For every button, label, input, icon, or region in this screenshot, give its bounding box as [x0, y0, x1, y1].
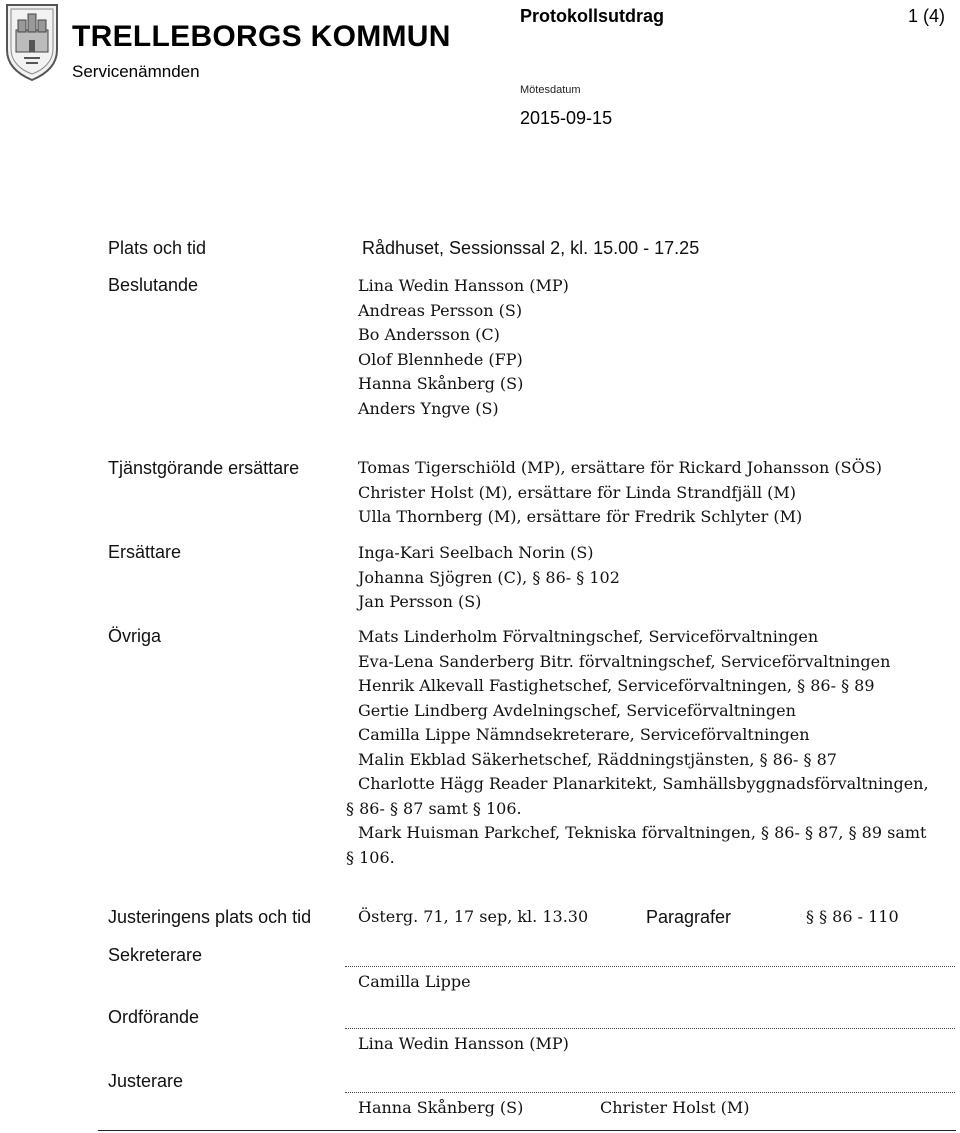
adjuster-2-name: Christer Holst (M) — [600, 1098, 750, 1117]
others-list — [346, 625, 929, 870]
list-item: Eva-Lena Sanderberg Bitr. förvaltningschef, Serviceförvaltningen — [358, 651, 891, 671]
adjustment-value: Österg. 71, 17 sep, kl. 13.30 — [358, 907, 589, 926]
list-item: Gertie Lindberg Avdelningschef, Serviceförvaltningen — [358, 700, 796, 720]
secretary-label: Sekreterare — [108, 945, 203, 965]
list-item: Johanna Sjögren (C), § 86- § 102 — [358, 567, 620, 587]
list-item: Inga-Kari Seelbach Norin (S) — [358, 543, 594, 562]
secretary-name: Camilla Lippe — [358, 972, 471, 991]
deciding-members-label: Beslutande — [108, 275, 199, 295]
serving-substitutes-list — [358, 456, 882, 530]
substitutes-label: Ersättare — [108, 542, 182, 562]
adjusters-label: Justerare — [108, 1071, 184, 1091]
signature-line-secretary — [345, 966, 955, 967]
list-item: Jan Persson (S) — [358, 592, 482, 611]
meeting-date-label: Mötesdatum — [520, 84, 581, 96]
adjustment-label: Justeringens plats och tid — [108, 907, 312, 927]
others-label: Övriga — [108, 626, 162, 646]
serving-substitutes-label: Tjänstgörande ersättare — [108, 458, 300, 478]
list-item: Bo Andersson (C) — [358, 325, 500, 344]
department-name: Servicenämnden — [72, 62, 200, 81]
chair-label: Ordförande — [108, 1007, 200, 1027]
list-item: Malin Ekblad Säkerhetschef, Räddningstjänsten, § 86- § 87 — [358, 749, 837, 769]
substitutes-list — [358, 541, 620, 615]
signature-line-adjusters — [345, 1092, 955, 1093]
paragraphs-value: § § 86 - 110 — [806, 907, 899, 926]
document-title: Protokollsutdrag — [520, 6, 665, 26]
signature-line-chair — [345, 1028, 955, 1029]
list-item: Anders Yngve (S) — [358, 398, 499, 418]
list-item: Hanna Skånberg (S) — [358, 374, 524, 393]
list-item: Andreas Persson (S) — [358, 300, 523, 320]
page-number: 1 (4) — [908, 6, 946, 26]
bottom-divider — [98, 1130, 956, 1131]
list-item: § 106. — [346, 847, 395, 867]
place-label: Plats och tid — [108, 238, 207, 258]
meeting-date-value: 2015-09-15 — [520, 108, 613, 128]
place-value: Rådhuset, Sessionssal 2, kl. 15.00 - 17.25 — [362, 238, 700, 258]
municipal-coat-of-arms-icon — [4, 2, 60, 82]
list-item: Henrik Alkevall Fastighetschef, Serviceförvaltningen, § 86- § 89 — [358, 676, 875, 695]
paragraphs-label: Paragrafer — [646, 907, 732, 927]
organization-name: TRELLEBORGS KOMMUN — [72, 20, 451, 53]
list-item: Tomas Tigerschiöld (MP), ersättare för Rickard Johansson (SÖS) — [358, 458, 882, 477]
list-item: Christer Holst (M), ersättare för Linda Strandfjäll (M) — [358, 482, 797, 502]
adjuster-1-name: Hanna Skånberg (S) — [358, 1098, 524, 1117]
list-item: Ulla Thornberg (M), ersättare för Fredrik Schlyter (M) — [358, 507, 803, 526]
list-item: Charlotte Hägg Reader Planarkitekt, Samhällsbyggnadsförvaltningen, — [358, 774, 929, 793]
list-item: Mark Huisman Parkchef, Tekniska förvaltningen, § 86- § 87, § 89 samt — [358, 823, 927, 842]
list-item: § 86- § 87 samt § 106. — [346, 798, 522, 818]
list-item: Mats Linderholm Förvaltningschef, Serviceförvaltningen — [358, 627, 819, 646]
list-item: Olof Blennhede (FP) — [358, 349, 523, 369]
list-item: Lina Wedin Hansson (MP) — [358, 276, 569, 295]
deciding-members-list — [358, 274, 569, 421]
list-item: Camilla Lippe Nämndsekreterare, Serviceförvaltningen — [358, 725, 810, 744]
chair-name: Lina Wedin Hansson (MP) — [358, 1034, 569, 1053]
